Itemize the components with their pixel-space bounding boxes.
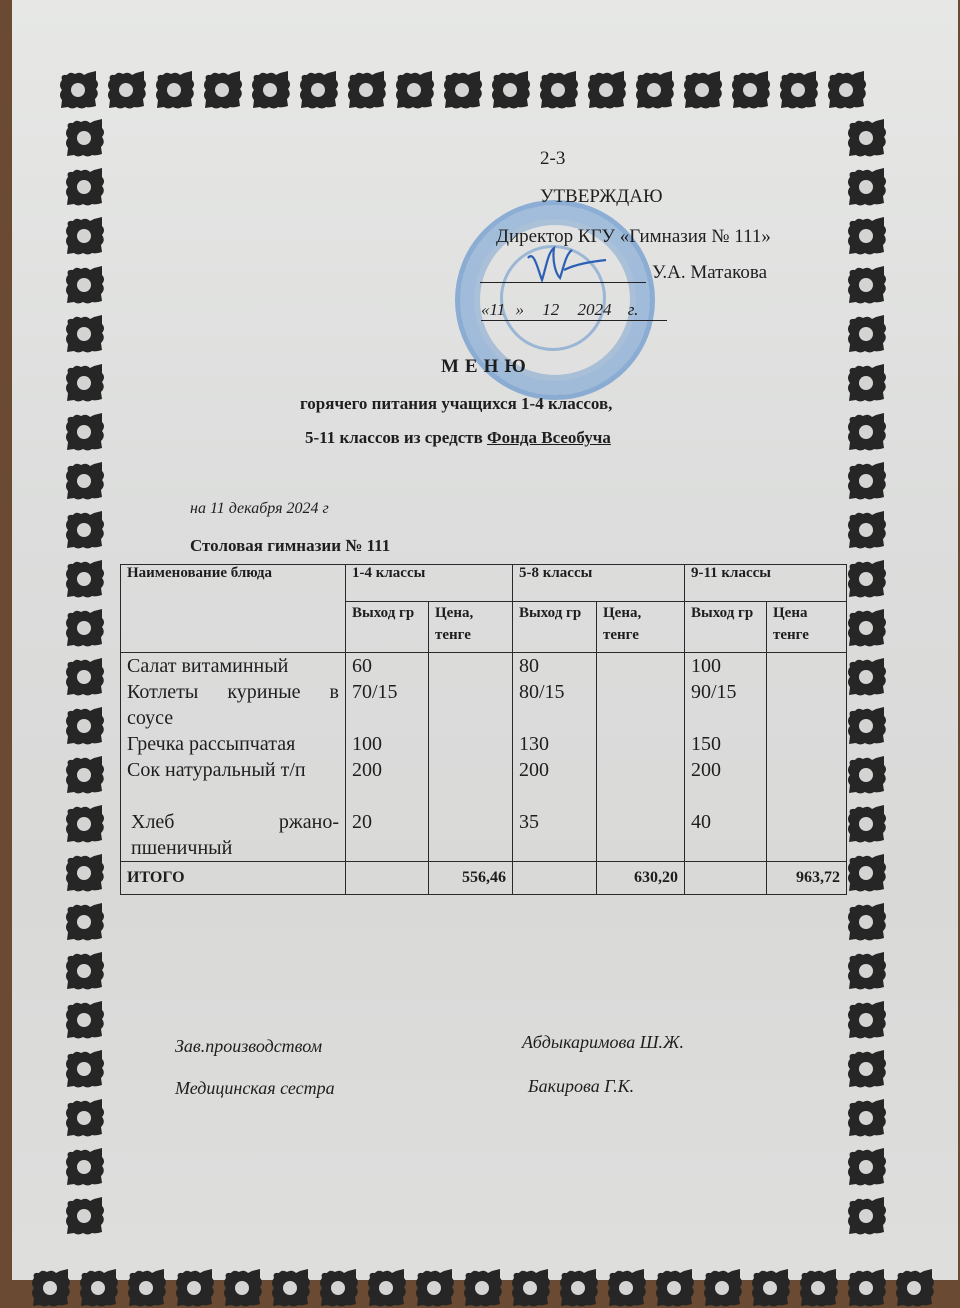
column-header-price: Цена, тенге: [429, 602, 513, 653]
yield-value: 20: [352, 811, 372, 833]
column-header-yield: Выход гр: [513, 602, 597, 653]
yield-value: 35: [519, 811, 539, 833]
table-row-total: [121, 862, 847, 895]
yield-value: 150: [691, 733, 721, 755]
yield-cell-9-11: [685, 653, 767, 862]
date-day: «11: [481, 300, 506, 319]
menu-date: на 11 декабря 2024 г: [190, 500, 329, 517]
yield-value: 200: [691, 759, 721, 781]
document-subtitle-line2: [305, 428, 611, 448]
total-price-5-8: 630,20: [597, 862, 685, 895]
yield-value: 100: [691, 655, 721, 677]
yield-value: 40: [691, 811, 711, 833]
page-marker: 2-3: [540, 148, 566, 169]
yield-value: 200: [352, 759, 382, 781]
total-price-9-11: 963,72: [767, 862, 847, 895]
yield-value: 60: [352, 655, 372, 677]
price-cell-5-8: [597, 653, 685, 862]
yield-value: 100: [352, 733, 382, 755]
footer-role-production: Зав.производством: [175, 1036, 323, 1056]
table-header-row-groups: [121, 565, 847, 602]
approval-position: Директор КГУ «Гимназия № 111»: [496, 226, 771, 247]
yield-cell-5-8: [513, 653, 597, 862]
yield-value: 130: [519, 733, 549, 755]
yield-value: 80/15: [519, 681, 565, 703]
yield-value: 80: [519, 655, 539, 677]
yield-cell-1-4: [346, 653, 429, 862]
total-price-1-4: 556,46: [429, 862, 513, 895]
yield-value: 90/15: [691, 681, 737, 703]
column-header-yield: Выход гр: [685, 602, 767, 653]
menu-table: [120, 564, 847, 895]
column-header-price: Цена тенге: [767, 602, 847, 653]
document-subtitle-line1: горячего питания учащихся 1-4 классов,: [300, 394, 613, 413]
approval-date: [481, 300, 667, 321]
total-label: ИТОГО: [121, 862, 346, 895]
total-yield-9-11: [685, 862, 767, 895]
column-header-price: Цена, тенге: [597, 602, 685, 653]
footer-role-nurse: Медицинская сестра: [175, 1078, 335, 1098]
dish-name: Сок натуральный т/п: [127, 759, 306, 781]
dish-names-cell: [121, 653, 346, 862]
dish-name: Салат витаминный: [127, 655, 289, 677]
column-group-1-4: 1-4 классы: [346, 565, 513, 602]
price-cell-9-11: [767, 653, 847, 862]
column-group-5-8: 5-8 классы: [513, 565, 685, 602]
canteen-name: Столовая гимназии № 111: [190, 536, 391, 555]
document-title: МЕНЮ: [441, 356, 532, 377]
column-group-9-11: 9-11 классы: [685, 565, 847, 602]
date-month: 12: [542, 300, 560, 319]
dish-name: Котлеты куриные в соусе: [127, 681, 339, 729]
column-header-yield: Выход гр: [346, 602, 429, 653]
total-yield-1-4: [346, 862, 429, 895]
dish-name: Хлеб ржано-пшеничный: [131, 811, 339, 859]
date-year: 2024: [577, 300, 612, 319]
total-yield-5-8: [513, 862, 597, 895]
price-cell-1-4: [429, 653, 513, 862]
table-row-dishes: [121, 653, 847, 862]
yield-value: 70/15: [352, 681, 398, 703]
signature-line: [480, 282, 646, 283]
approval-heading: УТВЕРЖДАЮ: [540, 186, 663, 207]
date-suffix: г.: [627, 300, 639, 319]
footer-name-production: Абдыкаримова Ш.Ж.: [522, 1032, 684, 1052]
footer-name-nurse: Бакирова Г.К.: [528, 1076, 635, 1096]
date-quote: »: [515, 300, 524, 319]
fund-name: Фонда Всеобуча: [487, 428, 611, 447]
yield-value: 200: [519, 759, 549, 781]
subtitle-prefix: 5-11 классов из средств: [305, 428, 488, 447]
dish-name: Гречка рассыпчатая: [127, 733, 296, 755]
column-header-dish-name: Наименование блюда: [121, 565, 346, 653]
approval-signatory: У.А. Матакова: [652, 262, 768, 283]
